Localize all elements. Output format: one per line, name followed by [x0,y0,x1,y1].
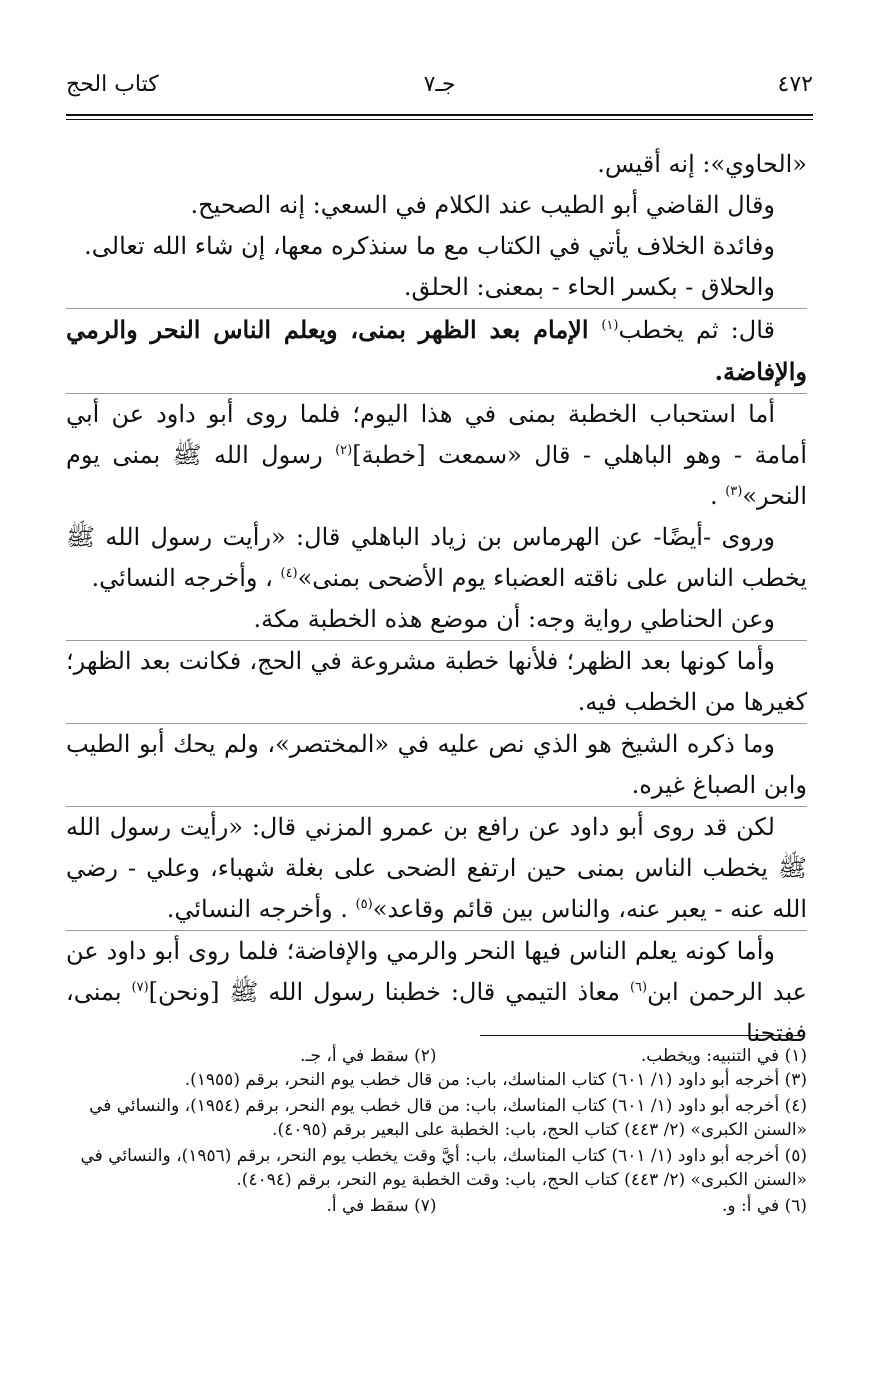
footnote-ref: (٢) [335,443,353,458]
header-rule-thick [66,114,813,116]
paragraph-9: وأما كونها بعد الظهر؛ فلأنها خطبة مشروعة في الحج، فكانت بعد الظهر؛ كغيرها من الخطب فيه. [66,640,807,723]
footnote-row [66,1044,807,1068]
volume-label: جـ٧ [423,72,456,97]
footnote-ref: (٧) [131,980,149,995]
footnote-ref: (٥) [355,897,373,912]
paragraph-matn: قال: ثم يخطب$^{(١)}$ الإمام بعد الظهر بمنى، ويعلم الناس النحر والرمي والإفاضة. [66,308,807,393]
footnote-rule [480,1035,800,1036]
footnote-5: (٥) أخرجه أبو داود (١/ ٦٠١) كتاب المناسك، باب: أيَّ وقت يخطب يوم النحر، برقم (١٩٥٦)، والنسائي في «السنن الكبرى» (٢/ ٤٤٣) كتاب الحج، باب: وقت الخطبة يوم النحر، برقم (٤٠٩٤). [80,1146,807,1190]
main-text [66,144,807,1054]
book-title: كتاب الحج [66,72,159,97]
paragraph-1: «الحاوي»: إنه أقيس. [597,150,807,178]
footnote-ref: (٦) [629,980,648,995]
paragraph-11: لكن قد روى أبو داود عن رافع بن عمرو المزني قال: «رأيت رسول الله ﷺ يخطب الناس بمنى حين ارتفع الضحى على بغلة شهباء، وعلي - رضي الله عنه - يعبر عنه، والناس بين قائم وقاعد»$^{(٥)}$ . وأخرجه النسائي. [66,806,807,930]
paragraph-7: وروى -أيضًا- عن الهرماس بن زياد الباهلي قال: «رأيت رسول الله ﷺ يخطب الناس على ناقته العضباء يوم الأضحى بمنى»$^{(٤)}$ ، وأخرجه النسائي. [66,523,807,592]
footnotes [66,1044,807,1218]
paragraph-6: أما استحباب الخطبة بمنى في هذا اليوم؛ فلما روى أبو داود عن أبي أمامة - وهو الباهلي - قال «سمعت [خطبة]$^{(٢)}$ رسول الله ﷺ بمنى يوم النحر»$^{(٣)}$ . [66,393,807,517]
footnote-7: (٧) سقط في أ. [326,1196,437,1216]
footnote-1: (١) في التنبيه: ويخطب. [640,1046,807,1066]
paragraph-3: وفائدة الخلاف يأتي في الكتاب مع ما سنذكره معها، إن شاء الله تعالى. [84,232,775,260]
footnote-ref: (١) [601,318,619,333]
page-number: ٤٧٢ [777,72,813,97]
page-header [66,72,813,102]
header-rule-thin [66,119,813,120]
footnote-2: (٢) سقط في أ، جـ. [300,1046,437,1066]
paragraph-10: وما ذكره الشيخ هو الذي نص عليه في «المختصر»، ولم يحك أبو الطيب وابن الصباغ غيره. [66,723,807,806]
paragraph-4: والحلاق - بكسر الحاء - بمعنى: الحلق. [403,273,775,301]
footnote-row [66,1194,807,1218]
footnote-4: (٤) أخرجه أبو داود (١/ ٦٠١) كتاب المناسك، باب: من قال خطب يوم النحر، برقم (١٩٥٤)، والنسائي في «السنن الكبرى» (٢/ ٤٤٣) كتاب الحج، باب: الخطبة على البعير برقم (٤٠٩٥). [89,1096,807,1140]
footnote-3: (٣) أخرجه أبو داود (١/ ٦٠١) كتاب المناسك، باب: من قال خطب يوم النحر، برقم (١٩٥٥). [184,1070,807,1090]
paragraph-8: وعن الحناطي رواية وجه: أن موضع هذه الخطبة مكة. [253,605,775,633]
footnote-6: (٦) في أ: و. [722,1196,807,1216]
footnote-ref: (٣) [725,484,743,499]
paragraph-2: وقال القاضي أبو الطيب عند الكلام في السعي: إنه الصحيح. [190,191,775,219]
paragraph-12: وأما كونه يعلم الناس فيها النحر والرمي والإفاضة؛ فلما روى أبو داود عن عبد الرحمن ابن$^{(٦)}$ معاذ التيمي قال: خطبنا رسول الله ﷺ [ونحن]$^{(٧)}$ بمنى، ففتحنا [66,930,807,1054]
footnote-ref: (٤) [280,566,298,581]
